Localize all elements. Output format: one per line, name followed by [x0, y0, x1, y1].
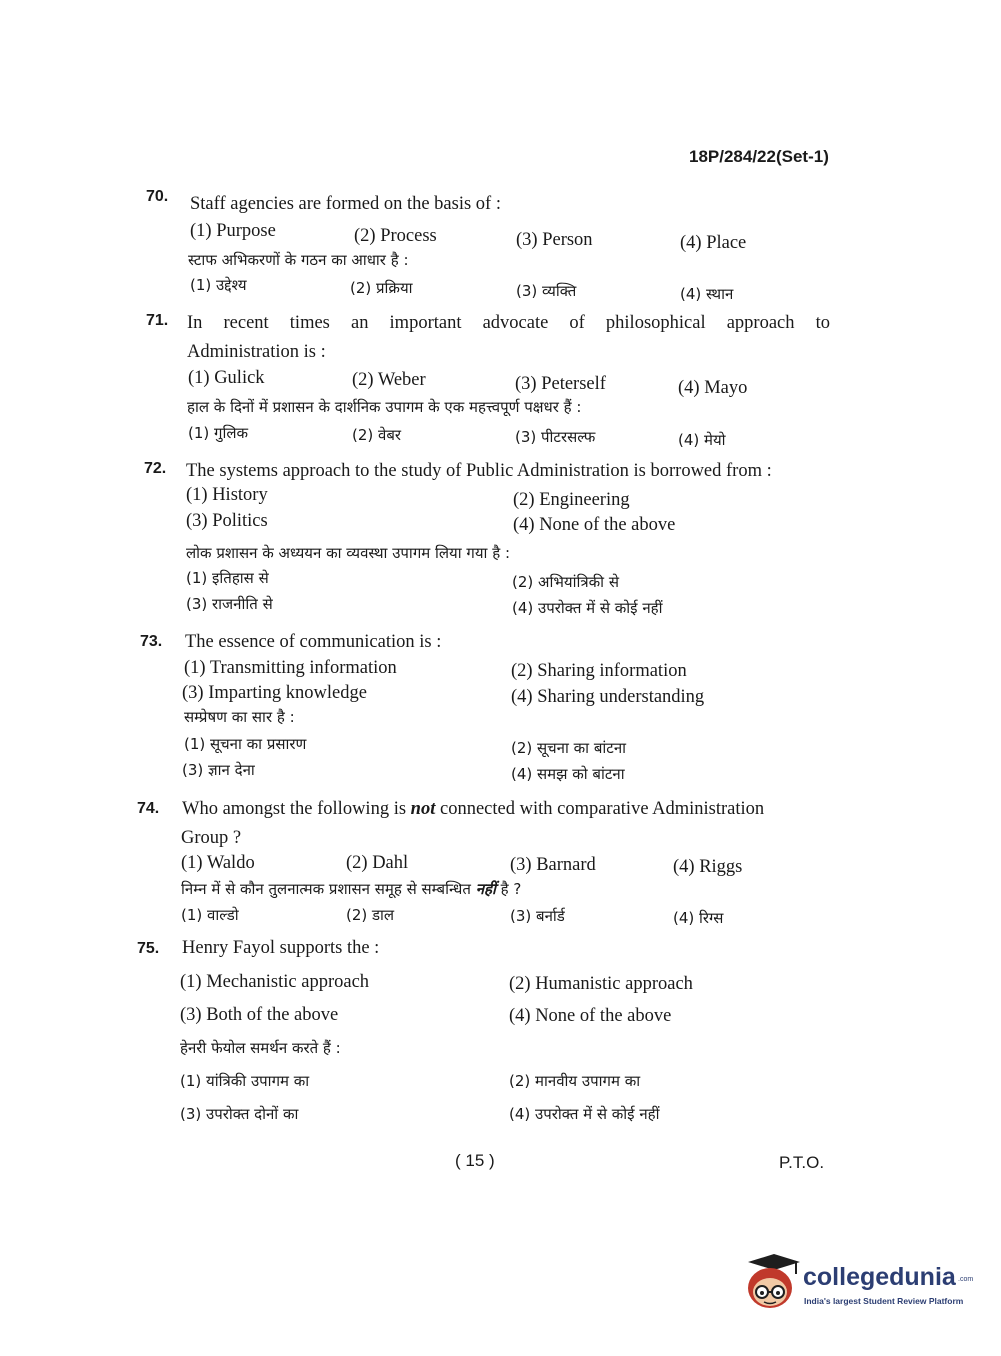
option-en: (3) Imparting knowledge [182, 683, 367, 703]
option-hi: (1) वाल्डो [181, 906, 239, 924]
option-hi: (2) प्रक्रिया [350, 279, 413, 297]
option-en: (1) Waldo [181, 853, 255, 873]
question-text-hi: लोक प्रशासन के अध्ययन का व्यवस्था उपागम लिया गया है : [186, 544, 510, 562]
option-en: (4) Sharing understanding [511, 687, 705, 707]
option-en: (2) Sharing information [511, 661, 687, 681]
question-text-en: The essence of communication is : [185, 632, 442, 652]
option-hi: (1) इतिहास से [186, 569, 269, 587]
brand-suffix: .com [958, 1276, 974, 1283]
question-text-hi: स्टाफ अभिकरणों के गठन का आधार है : [188, 251, 409, 269]
brand-name: collegedunia [803, 1263, 956, 1291]
option-en: (2) Engineering [513, 490, 630, 510]
question-text-en: In recent times an important advocate of philosophical approach to [187, 313, 830, 333]
option-hi: (4) उपरोक्त में से कोई नहीं [512, 599, 663, 617]
option-hi: (3) पीटरसल्फ [515, 428, 596, 446]
option-en: (2) Weber [352, 370, 426, 390]
question-text-en: Staff agencies are formed on the basis of : [190, 194, 501, 214]
option-hi: (4) स्थान [680, 285, 734, 303]
question-text-hi: हाल के दिनों में प्रशासन के दार्शनिक उपागम के एक महत्त्वपूर्ण पक्षधर हैं : [187, 398, 582, 416]
option-hi: (3) ज्ञान देना [182, 761, 255, 779]
option-en: (4) None of the above [509, 1006, 672, 1026]
option-en: (1) Purpose [190, 221, 276, 241]
option-hi: (4) मेयो [678, 431, 726, 449]
option-en: (4) Riggs [673, 857, 743, 877]
option-hi: (3) उपरोक्त दोनों का [180, 1105, 299, 1123]
option-en: (3) Both of the above [180, 1005, 339, 1025]
option-en: (4) Place [680, 233, 747, 253]
option-hi: (3) व्यक्ति [516, 282, 577, 300]
question-text-hi: हेनरी फेयोल समर्थन करते हैं : [180, 1039, 341, 1057]
option-hi: (4) समझ को बांटना [511, 765, 625, 783]
paper-code: 18P/284/22(Set-1) [689, 147, 829, 166]
question-text-en-cont: Group ? [181, 828, 242, 848]
option-hi: (2) अभियांत्रिकी से [512, 573, 619, 591]
option-en: (1) Gulick [188, 368, 265, 388]
option-en: (1) Mechanistic approach [180, 972, 370, 992]
option-hi: (4) उपरोक्त में से कोई नहीं [509, 1105, 660, 1123]
option-en: (3) Peterself [515, 374, 606, 394]
question-number: 74. [137, 800, 160, 817]
brand-tagline: India's largest Student Review Platform [804, 1296, 964, 1306]
question-number: 71. [146, 312, 169, 329]
question-text-en: The systems approach to the study of Public Administration is borrowed from : [186, 461, 772, 481]
option-en: (2) Humanistic approach [509, 974, 693, 994]
option-en: (4) None of the above [513, 515, 676, 535]
option-en: (1) Transmitting information [184, 658, 397, 678]
page-number: ( 15 ) [455, 1151, 495, 1170]
option-hi: (3) राजनीति से [186, 595, 273, 613]
question-text-en: Henry Fayol supports the : [182, 938, 380, 958]
option-hi: (2) सूचना का बांटना [511, 739, 627, 757]
option-hi: (4) रिग्स [673, 909, 724, 927]
question-text-hi: निम्न में से कौन तुलनात्मक प्रशासन समूह से सम्बन्धित नहीं है ? [181, 880, 522, 898]
option-hi: (1) उद्देश्य [190, 276, 247, 294]
question-text-en: Who amongst the following is not connected with comparative Administration [182, 799, 765, 819]
option-hi: (1) यांत्रिकी उपागम का [180, 1072, 310, 1090]
question-number: 75. [137, 940, 160, 957]
emphasis-not: not [410, 799, 436, 819]
question-text-hi: सम्प्रेषण का सार है : [184, 708, 295, 726]
option-hi: (1) सूचना का प्रसारण [184, 735, 307, 753]
option-en: (1) History [186, 485, 268, 505]
question-number: 70. [146, 188, 169, 205]
option-en: (2) Process [354, 226, 437, 246]
question-text-en-cont: Administration is : [187, 342, 326, 362]
option-en: (3) Person [516, 230, 593, 250]
option-hi: (2) डाल [346, 906, 395, 924]
pto-label: P.T.O. [779, 1153, 825, 1172]
option-hi: (3) बर्नार्ड [510, 907, 565, 925]
question-number: 73. [140, 633, 163, 650]
option-en: (3) Barnard [510, 855, 596, 875]
option-en: (3) Politics [186, 511, 268, 531]
mascot-logo-icon [740, 1250, 802, 1310]
option-en: (2) Dahl [346, 853, 409, 873]
question-number: 72. [144, 460, 167, 477]
option-hi: (2) मानवीय उपागम का [509, 1072, 641, 1090]
option-en: (4) Mayo [678, 378, 748, 398]
option-hi: (2) वेबर [352, 426, 402, 444]
emphasis-nahin: नहीं [475, 880, 496, 898]
option-hi: (1) गुलिक [188, 424, 249, 442]
